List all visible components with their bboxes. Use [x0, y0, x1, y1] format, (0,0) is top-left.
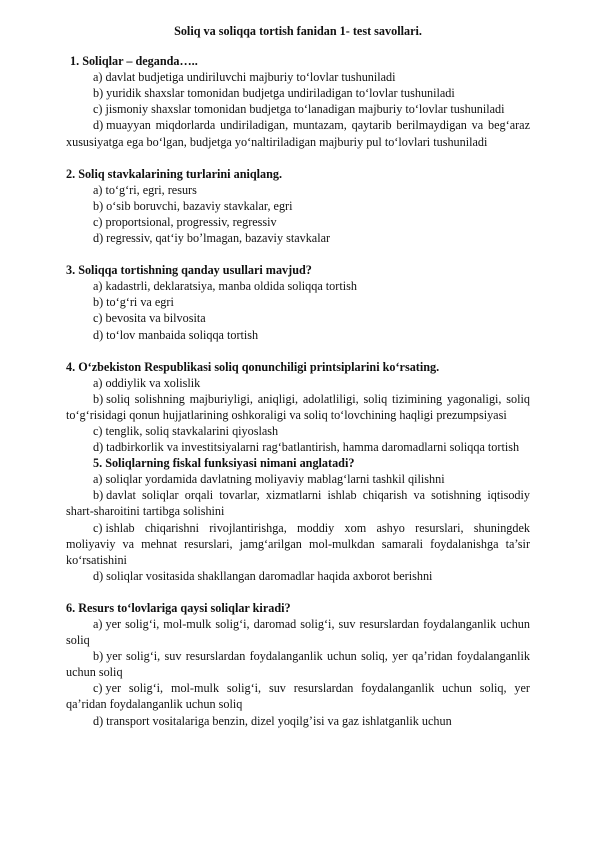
q1-option-b — [66, 85, 530, 101]
option-text: kadastrli, deklaratsiya, manba oldida soliqqa tortish — [105, 279, 357, 294]
option-letter: a) — [93, 279, 103, 294]
option-letter: a) — [93, 375, 103, 390]
question-4: 4. O‘zbekiston Respublikasi soliq qonunchiligi printsiplarini ko‘rsating. — [66, 359, 440, 374]
option-text: o‘sib boruvchi, bazaviy stavkalar, egri — [106, 198, 293, 213]
option-letter: a) — [93, 472, 103, 487]
option-letter: a) — [93, 182, 103, 197]
option-letter: d) — [93, 568, 104, 583]
option-text: soliqlar vositasida shakllangan daromadlar haqida axborot berishni — [106, 568, 433, 583]
option-text: yer solig‘i, suv resurslardan foydalanganlik uchun soliq, yer qa’ridan foydalanganlik uchun soliq — [66, 649, 530, 680]
q5-option-b — [66, 487, 530, 519]
q1-option-a — [66, 69, 530, 85]
option-letter: c) — [93, 311, 103, 326]
q6-option-c — [66, 680, 530, 712]
option-text: yer solig‘i, mol-mulk solig‘i, suv resurslardan foydalanganlik uchun soliq, yer qa’ridan foydalanganlik uchun soliq — [66, 681, 530, 712]
option-letter: b) — [93, 198, 104, 213]
question-2: 2. Soliq stavkalarining turlarini aniqlang. — [66, 166, 283, 181]
option-text: jismoniy shaxslar tomonidan budjetga to‘lanadigan majburiy to‘lovlar tushuniladi — [105, 102, 505, 117]
question-1: 1. Soliqlar – deganda….. — [70, 54, 198, 69]
option-letter: a) — [93, 70, 103, 85]
option-text: yuridik shaxslar tomonidan budjetga undiriladigan to‘lovlar tushuniladi — [106, 86, 455, 101]
option-letter: d) — [93, 118, 104, 133]
option-text: transport vositalariga benzin, dizel yoqilg’isi va gaz ishlatganlik uchun — [106, 713, 452, 728]
option-text: to‘g‘ri va egri — [106, 295, 174, 310]
spacer — [66, 246, 530, 262]
question-3: 3. Soliqqa tortishning qanday usullari mavjud? — [66, 263, 312, 278]
q1-option-c — [66, 101, 530, 117]
option-letter: b) — [93, 86, 104, 101]
option-letter: b) — [93, 649, 104, 664]
q3-option-a — [66, 278, 530, 294]
question-6: 6. Resurs to‘lovlariga qaysi soliqlar kiradi? — [66, 600, 291, 615]
option-letter: c) — [93, 214, 103, 229]
option-text: yer solig‘i, mol-mulk solig‘i, daromad solig‘i, suv resurslardan foydalanganlik uchun soliq — [66, 617, 530, 648]
q5-option-c — [66, 520, 530, 568]
option-text: tenglik, soliq stavkalarini qiyoslash — [105, 423, 279, 438]
q2-option-d — [66, 230, 530, 246]
q2-option-a — [66, 182, 530, 198]
q5-option-d — [66, 568, 530, 584]
option-text: muayyan miqdorlarda undiriladigan, muntazam, qaytarib berilmaydigan va beg‘araz xususiyatga ega bo‘lgan, budjetga yo‘naltiriladigan majburiy pul to‘lovlari tushuniladi — [66, 118, 530, 149]
spacer — [66, 584, 530, 600]
page-title: Soliq va soliqqa tortish fanidan 1- test savollari. — [174, 24, 422, 38]
q2-option-b — [66, 198, 530, 214]
option-letter: c) — [93, 423, 103, 438]
q4-option-c — [66, 423, 530, 439]
option-letter: c) — [93, 681, 103, 696]
q3-option-b — [66, 294, 530, 310]
q4-option-d — [66, 439, 530, 455]
option-text: bevosita va bilvosita — [105, 311, 206, 326]
spacer — [66, 150, 530, 166]
option-letter: b) — [93, 295, 104, 310]
option-text: davlat soliqlar orqali tovarlar, xizmatlarni ishlab chiqarish va sotishning iqtisodiy shart-sharoitini tartibga solishini — [66, 488, 530, 519]
option-text: to‘lov manbaida soliqqa tortish — [106, 327, 259, 342]
q3-option-d — [66, 327, 530, 343]
option-letter: b) — [93, 488, 104, 503]
option-text: proportsional, progressiv, regressiv — [105, 214, 277, 229]
q6-option-d — [66, 713, 530, 729]
q6-option-a — [66, 616, 530, 648]
option-letter: c) — [93, 520, 103, 535]
option-text: oddiylik va xolislik — [105, 375, 201, 390]
q4-option-b — [66, 391, 530, 423]
q5-option-a — [66, 471, 530, 487]
q4-option-a — [66, 375, 530, 391]
option-letter: c) — [93, 102, 103, 117]
option-letter: b) — [93, 391, 104, 406]
option-letter: d) — [93, 231, 104, 246]
q2-option-c — [66, 214, 530, 230]
spacer — [66, 343, 530, 359]
option-text: to‘g‘ri, egri, resurs — [105, 182, 197, 197]
option-letter: a) — [93, 617, 103, 631]
option-text: regressiv, qat‘iy bo’lmagan, bazaviy stavkalar — [106, 231, 331, 246]
option-letter: d) — [93, 440, 104, 455]
option-letter: d) — [93, 327, 104, 342]
q1-option-d — [66, 117, 530, 149]
option-letter: d) — [93, 713, 104, 728]
question-5: 5. Soliqlarning fiskal funksiyasi nimani anglatadi? — [93, 456, 355, 471]
option-text: davlat budjetiga undiriluvchi majburiy to‘lovlar tushuniladi — [105, 70, 396, 85]
q3-option-c — [66, 310, 530, 326]
option-text: soliq solishning majburiyligi, aniqligi, adolatliligi, soliq tizimining yagonaligi, soliq to‘g‘risidagi qonun hujjatlarining oshkoraligi va soliq to‘lovchining haqligi prezumpsiyasi — [66, 391, 530, 422]
option-text: soliqlar yordamida davlatning moliyaviy mablag‘larni tashkil qilishni — [105, 472, 445, 487]
q6-option-b — [66, 648, 530, 680]
option-text: tadbirkorlik va investitsiyalarni rag‘batlantirish, hamma daromadlarni soliqqa tortish — [106, 440, 520, 455]
option-text: ishlab chiqarishni rivojlantirishga, moddiy xom ashyo resurslari, shuningdek moliyaviy va mehnat resurslari, jamg‘arilgan mol-mulkdan samarali foydalanishga ta’sir ko‘rsatishini — [66, 520, 530, 567]
